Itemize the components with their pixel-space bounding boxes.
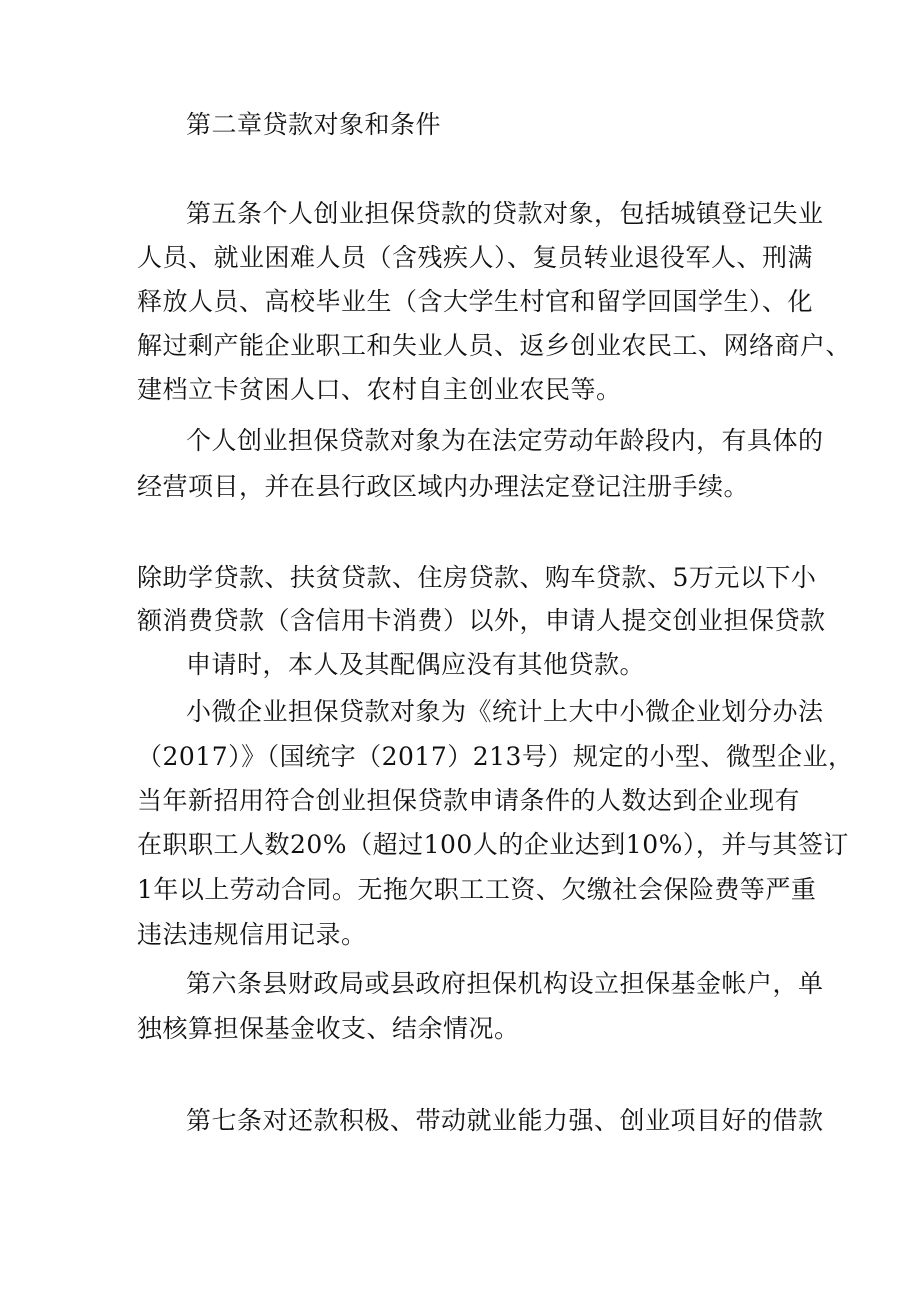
chapter-title: 第二章贷款对象和条件	[186, 110, 442, 139]
article-6-line-2: 独核算担保基金收支、结余情况。	[137, 1014, 520, 1043]
paragraph-3-line-3: 申请时，本人及其配偶应没有其他贷款。	[186, 650, 646, 679]
paragraph-4-line-4: 在职职工人数20%（超过100人的企业达到10%），并与其签订	[137, 830, 849, 859]
paragraph-3-line-2: 额消费贷款（含信用卡消费）以外，申请人提交创业担保贷款	[137, 606, 826, 635]
paragraph-2-line-2: 经营项目，并在县行政区域内办理法定登记注册手续。	[137, 472, 750, 501]
paragraph-4-line-5: 1年以上劳动合同。无拖欠职工工资、欠缴社会保险费等严重	[137, 875, 817, 904]
article-5-line-2: 人员、就业困难人员（含残疾人）、复员转业退役军人、刑满	[137, 243, 814, 272]
paragraph-2-line-1: 个人创业担保贷款对象为在法定劳动年龄段内，有具体的	[186, 426, 824, 455]
article-5-line-1: 第五条个人创业担保贷款的贷款对象，包括城镇登记失业	[186, 199, 824, 228]
paragraph-3-line-1: 除助学贷款、扶贫贷款、住房贷款、购车贷款、5万元以下小	[137, 563, 817, 592]
paragraph-4-line-1: 小微企业担保贷款对象为《统计上大中小微企业划分办法	[186, 697, 824, 726]
paragraph-4-line-3: 当年新招用符合创业担保贷款申请条件的人数达到企业现有	[137, 786, 801, 815]
article-5-line-3: 释放人员、高校毕业生（含大学生村官和留学回国学生）、化	[137, 287, 814, 316]
article-5-line-4: 解过剩产能企业职工和失业人员、返乡创业农民工、网络商户、	[137, 331, 852, 360]
article-7-line-1: 第七条对还款积极、带动就业能力强、创业项目好的借款	[186, 1106, 824, 1135]
paragraph-4-line-2: （2017）》（国统字（2017）213号）规定的小型、微型企业，	[137, 742, 854, 771]
paragraph-4-line-6: 违法违规信用记录。	[137, 920, 367, 949]
article-6-line-1: 第六条县财政局或县政府担保机构设立担保基金帐户，单	[186, 969, 824, 998]
article-5-line-5: 建档立卡贫困人口、农村自主创业农民等。	[137, 375, 622, 404]
